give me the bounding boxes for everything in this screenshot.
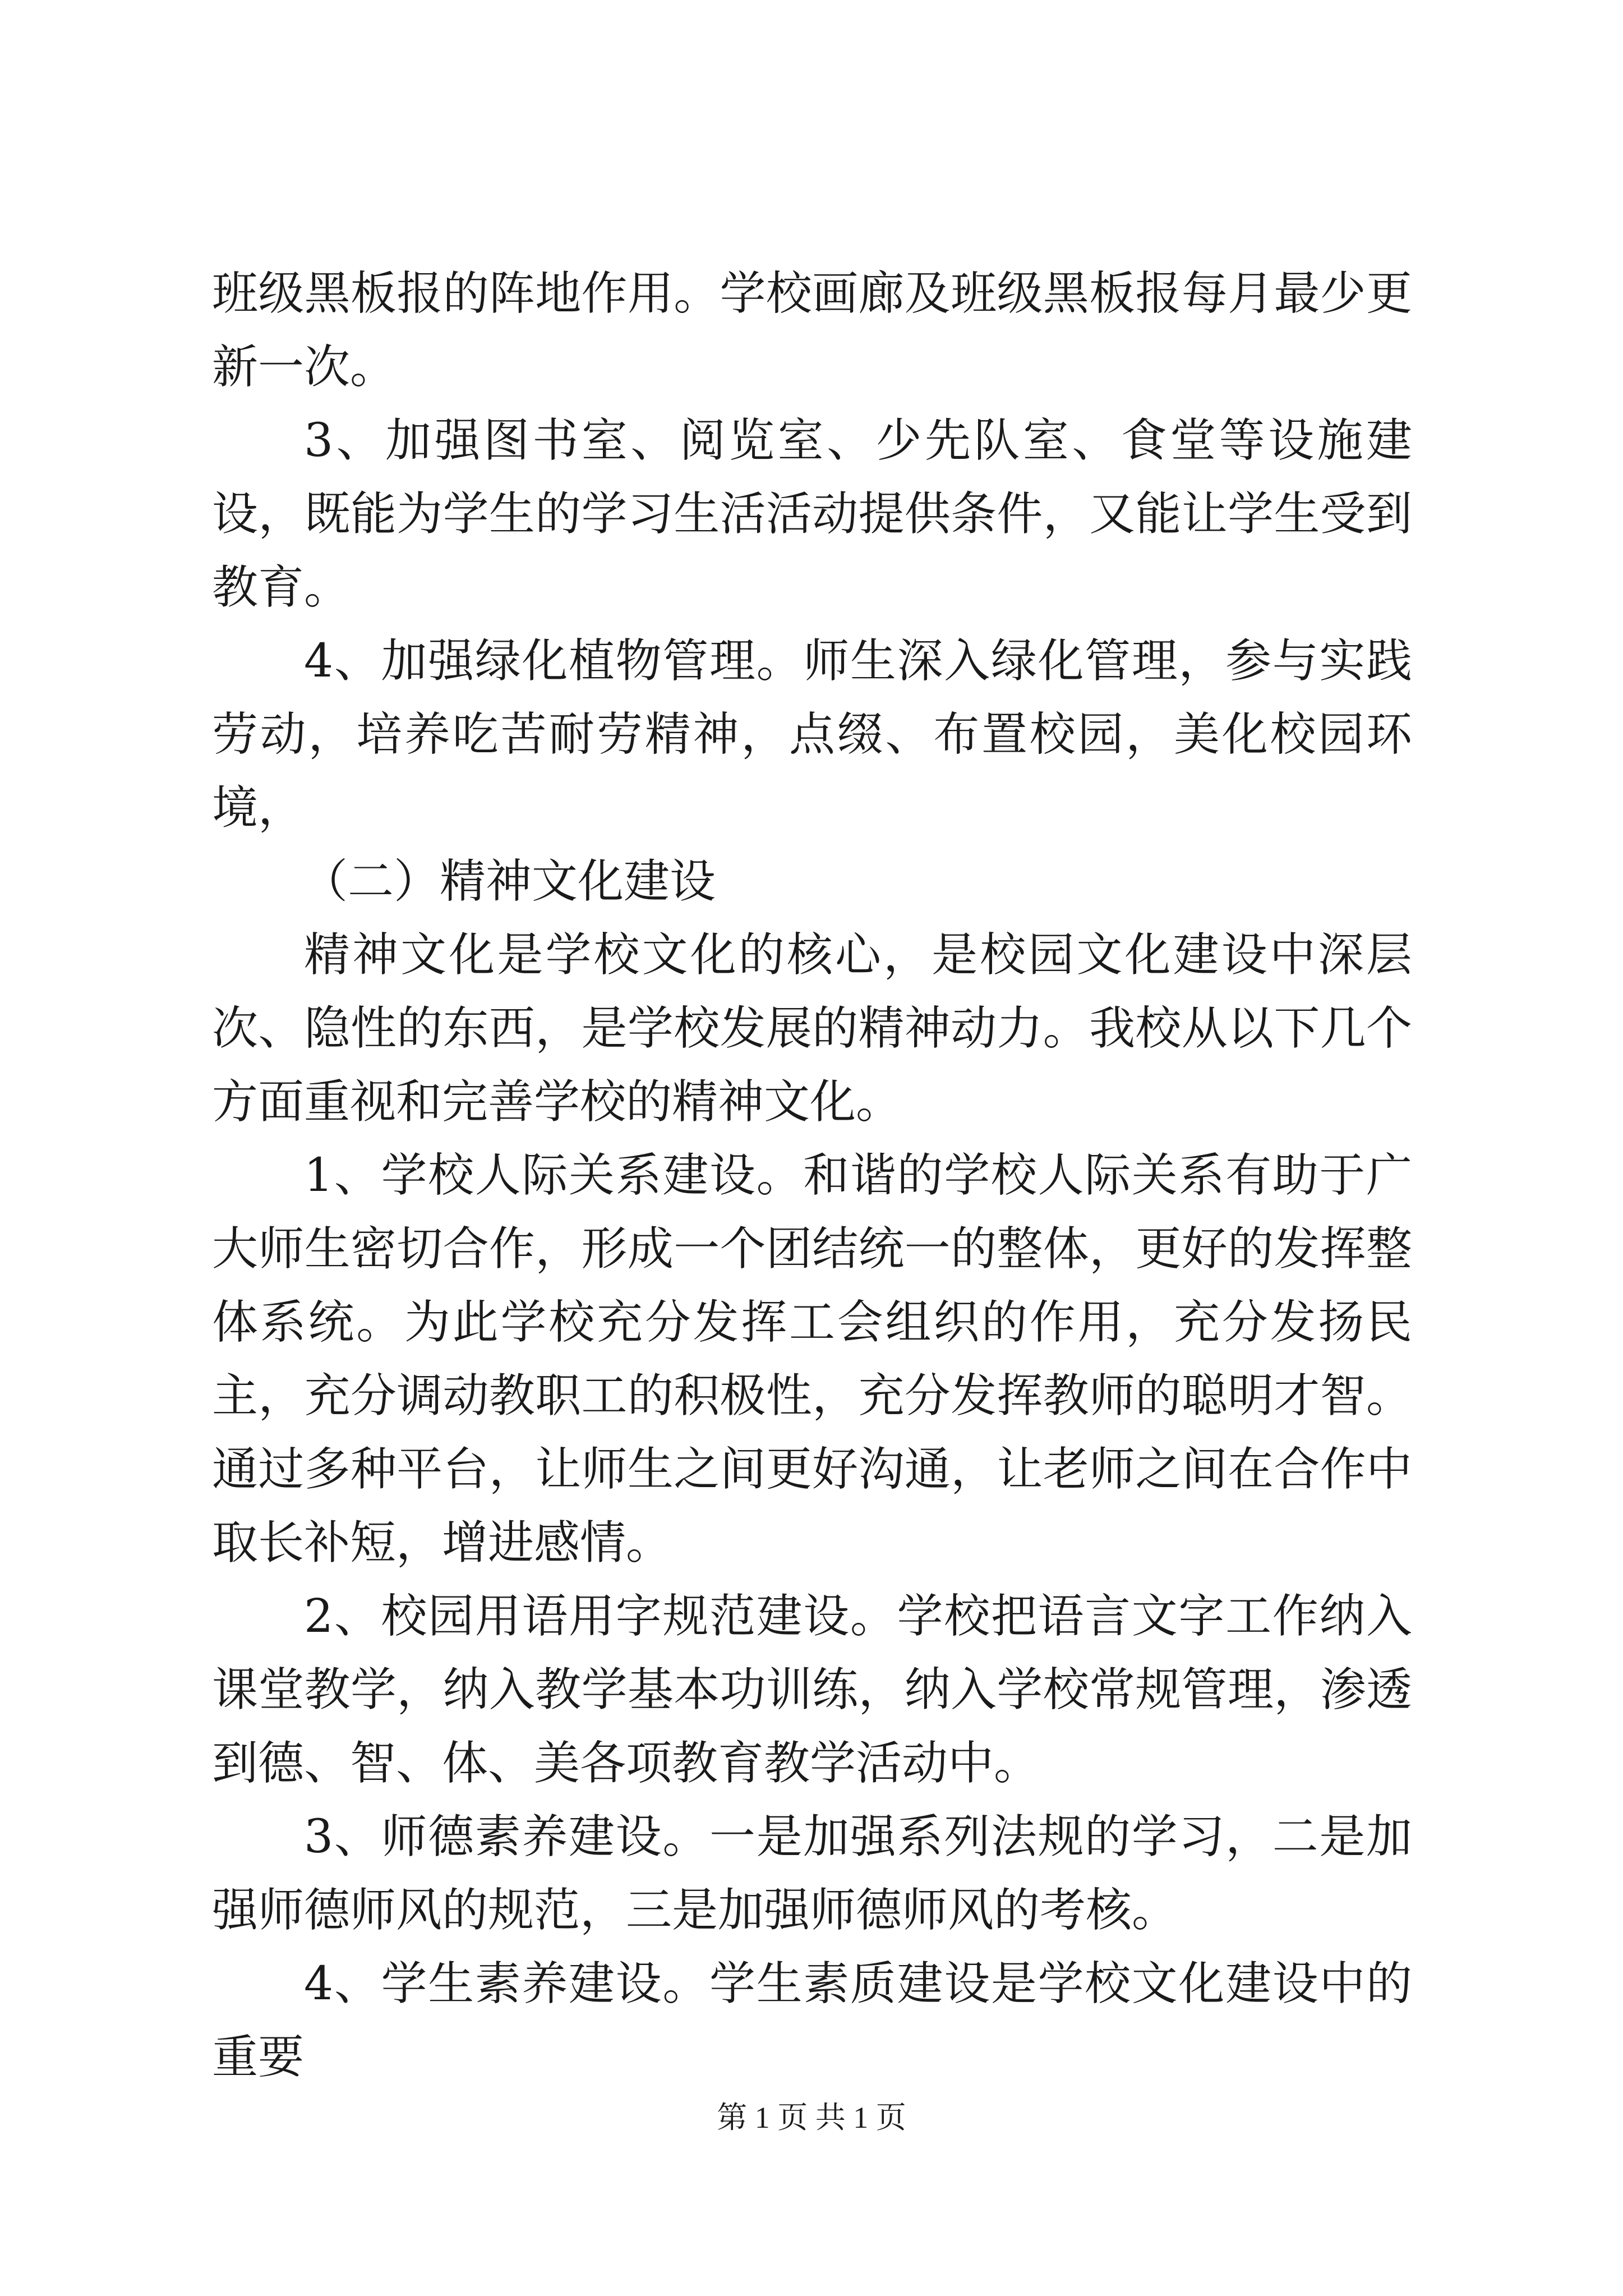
paragraph-spiritual-culture-intro: 精神文化是学校文化的核心，是校园文化建设中深层次、隐性的东西，是学校发展的精神动力。我校从以下几个方面重视和完善学校的精神文化。 — [212, 928, 1412, 1129]
paragraph-item-3-ethics: 3、师德素养建设。一是加强系列法规的学习，二是加强师德师风的规范，三是加强师德师风的考核。 — [212, 1810, 1412, 1937]
paragraph-continuation: 班级黑板报的阵地作用。学校画廊及班级黑板报每月最少更新一次。 — [212, 267, 1412, 394]
page-footer: 第 1 页 共 1 页 — [717, 2101, 906, 2134]
section-heading-spiritual-culture: （二）精神文化建设 — [302, 855, 716, 908]
paragraph-item-4-greening: 4、加强绿化植物管理。师生深入绿化管理，参与实践劳动，培养吃苦耐劳精神，点缀、布置校园，美化校园环境， — [212, 634, 1412, 835]
paragraph-item-1-relations: 1、学校人际关系建设。和谐的学校人际关系有助于广大师生密切合作，形成一个团结统一的整体，更好的发挥整体系统。为此学校充分发挥工会组织的作用，充分发扬民主，充分调动教职工的积极性，充分发挥教师的聪明才智。通过多种平台，让师生之间更好沟通，让老师之间在合作中取长补短，增进感情。 — [212, 1149, 1412, 1570]
paragraph-item-4-student: 4、学生素养建设。学生素质建设是学校文化建设中的重要 — [212, 1957, 1412, 2084]
paragraph-item-2-language: 2、校园用语用字规范建设。学校把语言文字工作纳入课堂教学，纳入教学基本功训练，纳入学校常规管理，渗透到德、智、体、美各项教育教学活动中。 — [212, 1590, 1412, 1790]
document-body — [212, 257, 1412, 2094]
paragraph-item-3-facilities: 3、加强图书室、阅览室、少先队室、食堂等设施建设，既能为学生的学习生活活动提供条件，又能让学生受到教育。 — [212, 414, 1412, 614]
